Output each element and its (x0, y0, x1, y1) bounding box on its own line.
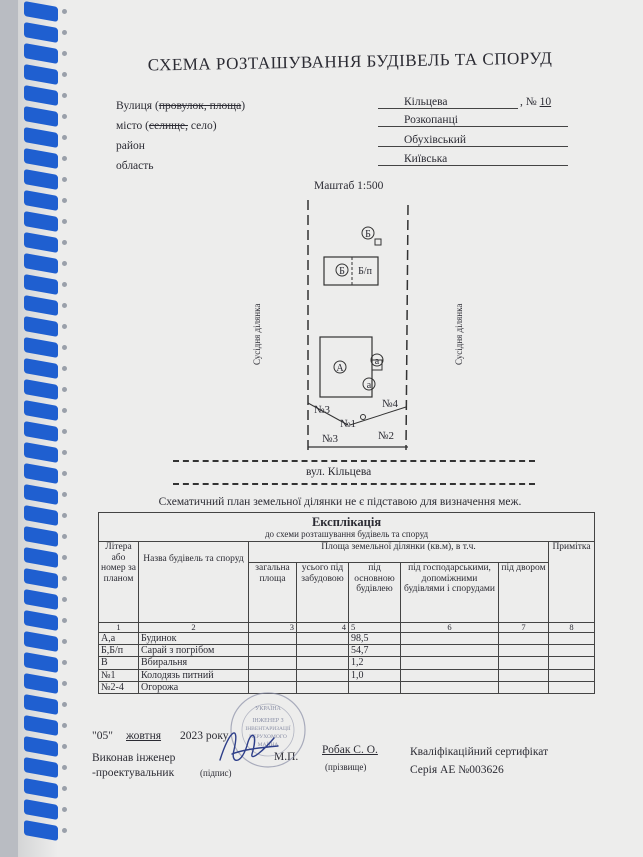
binding-hole (62, 828, 67, 833)
binding-hole (62, 9, 67, 14)
col-number: 2 (139, 623, 249, 633)
cellar-label: Б/п (358, 266, 372, 277)
outhouse (375, 239, 381, 245)
binding-hole (62, 135, 67, 140)
binding-ring (24, 127, 58, 148)
spiral-binding (0, 0, 70, 857)
date-month: жовтня (126, 730, 162, 742)
binding-hole (62, 240, 67, 245)
binding-ring (24, 232, 58, 253)
neighbor-right-label: Сусідня ділянка (454, 303, 464, 365)
neighbor-left-label: Сусідня ділянка (252, 303, 262, 365)
binding-ring (24, 589, 58, 610)
row-name: Сарай з погрібом (139, 645, 249, 657)
binding-hole (62, 51, 67, 56)
city-label: місто (селище, село) (116, 120, 217, 132)
binding-ring (24, 631, 58, 652)
binding-hole (62, 534, 67, 539)
binding-hole (62, 618, 67, 623)
certificate-title: Кваліфікаційний сертифікат (410, 746, 549, 758)
col-number: 6 (401, 623, 499, 633)
row-main-area: 1,2 (349, 657, 401, 669)
binding-hole (62, 198, 67, 203)
binding-hole (62, 114, 67, 119)
row-letter: В (99, 657, 139, 669)
binding-hole (62, 492, 67, 497)
binding-ring (24, 610, 58, 631)
binding-ring (24, 568, 58, 589)
binding-ring (24, 85, 58, 106)
binding-hole (62, 366, 67, 371)
binding-hole (62, 744, 67, 749)
binding-ring (24, 274, 58, 295)
binding-ring (24, 64, 58, 85)
col-number: 8 (549, 623, 595, 633)
executor-label-2: -проектувальник (92, 767, 175, 779)
row-name: Огорожа (139, 681, 249, 693)
well-symbol (361, 415, 366, 420)
binding-ring (24, 295, 58, 316)
region-value: Київська (378, 153, 568, 166)
binding-ring (24, 211, 58, 232)
binding-hole (62, 765, 67, 770)
col-number: 1 (99, 623, 139, 633)
street-label: Вулиця (провулок, площа) (116, 100, 246, 112)
binding-hole (62, 471, 67, 476)
col-aux-header: під господарськими, допоміжними будівлями і спорудами (401, 563, 499, 623)
binding-hole (62, 72, 67, 77)
street-line-lower (173, 483, 535, 485)
row-main-area: 98,5 (349, 633, 401, 645)
district-value: Обухівський (378, 134, 568, 147)
binding-ring (24, 715, 58, 736)
binding-hole (62, 156, 67, 161)
street-name: вул. Кільцева (306, 466, 372, 478)
binding-hole (62, 660, 67, 665)
fence-4-label: №4 (382, 398, 398, 410)
col-number: 4 (297, 623, 349, 633)
binding-hole (62, 723, 67, 728)
col-built-header: усього під забудовою (297, 563, 349, 623)
binding-hole (62, 702, 67, 707)
row-main-area: 54,7 (349, 645, 401, 657)
binding-ring (24, 778, 58, 799)
fence-3-upper-label: №3 (314, 404, 330, 416)
binding-ring (24, 337, 58, 358)
col-yard-header: під двором (499, 563, 549, 623)
table-row (99, 645, 595, 657)
binding-hole (62, 219, 67, 224)
col-number: 5 (349, 623, 401, 633)
well-label: №1 (340, 418, 356, 430)
certificate-number: Серія АЕ №003626 (410, 764, 504, 776)
binding-hole (62, 597, 67, 602)
site-plan (230, 195, 490, 455)
explication-table (98, 512, 594, 694)
binding-ring (24, 547, 58, 568)
binding-ring (24, 673, 58, 694)
boundary-right (406, 205, 408, 450)
binding-ring (24, 736, 58, 757)
col-number: 7 (499, 623, 549, 633)
row-main-area (349, 681, 401, 693)
binding-hole (62, 408, 67, 413)
binding-ring (24, 358, 58, 379)
binding-ring (24, 148, 58, 169)
binding-hole (62, 786, 67, 791)
col-area-group-header: Площа земельної ділянки (кв.м), в т.ч. (249, 542, 549, 563)
col-name-header: Назва будівель та споруд (139, 542, 249, 623)
binding-ring (24, 106, 58, 127)
binding-ring (24, 190, 58, 211)
ext-label: а (374, 356, 380, 367)
binding-ring (24, 400, 58, 421)
signature-hint: (підпис) (200, 768, 232, 778)
binding-ring (24, 379, 58, 400)
svg-text:МАЙНА: МАЙНА (257, 742, 279, 748)
binding-hole (62, 807, 67, 812)
binding-ring (24, 820, 58, 841)
binding-hole (62, 282, 67, 287)
table-title: Експлікація (311, 515, 382, 529)
name-hint: (прізвище) (325, 762, 367, 772)
binding-hole (62, 513, 67, 518)
binding-hole (62, 681, 67, 686)
table-row (99, 669, 595, 681)
region-label: область (116, 160, 154, 172)
binding-hole (62, 555, 67, 560)
col-note-header: Примітка (549, 542, 595, 623)
binding-hole (62, 30, 67, 35)
disclaimer-note: Схематичний план земельної ділянки не є підставою для визначення меж. (158, 496, 522, 508)
row-name: Вбиральня (139, 657, 249, 669)
binding-hole (62, 177, 67, 182)
row-letter: №1 (99, 669, 139, 681)
row-name: Колодязь питний (139, 669, 249, 681)
binding-hole (62, 345, 67, 350)
fence-2-label: №2 (378, 430, 394, 442)
city-value: Розкопанці (378, 114, 568, 127)
binding-ring (24, 22, 58, 43)
table-row (99, 657, 595, 669)
binding-hole (62, 450, 67, 455)
table-header (99, 513, 595, 542)
binding-hole (62, 93, 67, 98)
binding-ring (24, 757, 58, 778)
stamp-mark: М.П. (274, 751, 299, 763)
col-letter-header: Літера або номер за планом (99, 542, 139, 623)
scale-label: Маштаб 1:500 (314, 180, 384, 192)
binding-ring (24, 463, 58, 484)
binding-hole (62, 303, 67, 308)
fence-3-lower-label: №3 (322, 433, 338, 445)
binding-hole (62, 429, 67, 434)
binding-ring (24, 442, 58, 463)
svg-text:НЕРУХОМОГО: НЕРУХОМОГО (249, 734, 287, 740)
binding-ring (24, 421, 58, 442)
executor-name: Робак С. О. (322, 744, 378, 756)
street-line-upper (173, 460, 535, 462)
binding-hole (62, 261, 67, 266)
svg-text:ІНВЕНТАРИЗАЦІЇ: ІНВЕНТАРИЗАЦІЇ (245, 726, 291, 732)
binding-ring (24, 484, 58, 505)
binding-hole (62, 324, 67, 329)
row-letter: Б,Б/п (99, 645, 139, 657)
binding-hole (62, 576, 67, 581)
shed-small-label: Б (365, 229, 371, 240)
col-number: 3 (249, 623, 297, 633)
svg-text:ІНЖЕНЕР З: ІНЖЕНЕР З (252, 718, 284, 724)
col-total-header: загальна площа (249, 563, 297, 623)
shed-label: Б (339, 266, 345, 277)
district-label: район (116, 140, 145, 152)
house-label: А (336, 363, 344, 374)
page-title: СХЕМА РОЗТАШУВАННЯ БУДІВЕЛЬ ТА СПОРУД (147, 48, 553, 75)
col-main-header: під основною будівлею (349, 563, 401, 623)
table-row (99, 681, 595, 693)
binding-hole (62, 639, 67, 644)
executor-label-1: Виконав інженер (92, 752, 176, 764)
row-name: Будинок (139, 633, 249, 645)
date-year: 2023 року (180, 730, 229, 742)
street-number: , № 10 (520, 96, 552, 108)
binding-ring (24, 253, 58, 274)
binding-ring (24, 526, 58, 547)
handwritten-signature (212, 720, 282, 772)
binding-ring (24, 43, 58, 64)
binding-ring (24, 1, 58, 22)
binding-ring (24, 799, 58, 820)
binding-ring (24, 169, 58, 190)
binding-ring (24, 505, 58, 526)
street-value: Кільцева (378, 96, 518, 109)
binding-ring (24, 316, 58, 337)
binding-hole (62, 387, 67, 392)
row-letter: А,а (99, 633, 139, 645)
table-row (99, 633, 595, 645)
binding-ring (24, 652, 58, 673)
table-subtitle: до схеми розташування будівель та споруд (264, 529, 429, 539)
svg-text:УКРАЇНА: УКРАЇНА (255, 706, 281, 712)
binding-ring (24, 694, 58, 715)
ext2-label: а (366, 380, 372, 391)
row-letter: №2-4 (99, 681, 139, 693)
date-day: "05" (92, 730, 113, 742)
row-main-area: 1,0 (349, 669, 401, 681)
